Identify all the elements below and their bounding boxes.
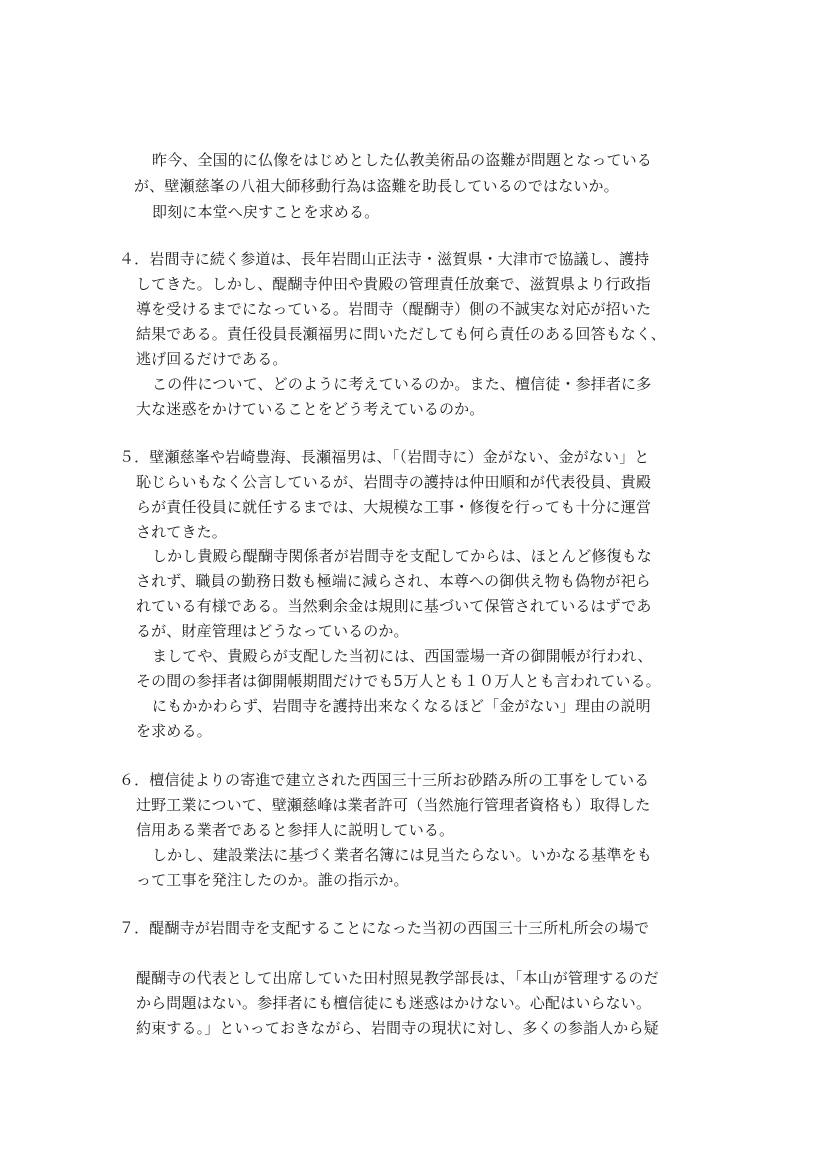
item-6-line: って工事を発注したのか。誰の指示か。 (136, 871, 409, 889)
item-5-line: らが責任役員に就任するまでは、大規模な工事・修復を行っても十分に運営 (136, 498, 652, 516)
item-4-line: 導を受けるまでになっている。岩間寺（醍醐寺）側の不誠実な対応が招いた (136, 300, 652, 318)
item-7-line: 醍醐寺の代表として出席していた田村照晃教学部長は、「本山が管理するのだ (136, 969, 659, 987)
item-5-line: を求める。 (136, 722, 212, 740)
item-4-line: 大な迷惑をかけていることをどう考えているのか。 (136, 400, 485, 418)
intro-line: が、壁瀬慈峯の八祖大師移動行為は盗難を助長しているのではないか。 (134, 177, 619, 195)
item-5-line: されず、職員の勤務日数も極端に減らされ、本尊への御供え物も偽物が祀ら (136, 572, 651, 590)
item-5-line: されてきた。 (136, 523, 227, 541)
item-4-line: ４．岩間寺に続く参道は、長年岩間山正法寺・滋賀県・大津市で協議し、護持 (119, 250, 650, 268)
item-4-line: 逃げ回るだけである。 (136, 350, 288, 368)
item-5-line: 恥じらいもなく公言しているが、岩間寺の護持は仲田順和が代表役員、貴殿 (136, 473, 652, 491)
item-5-line: その間の参拝者は御開帳期間だけでも5万人とも１０万人とも言われている。 (136, 672, 661, 690)
item-4-line: 結果である。責任役員長瀬福男に問いただしても何ら責任のある回答もなく、 (136, 325, 666, 343)
item-6-line: ６．檀信徒よりの寄進で建立された西国三十三所お砂踏み所の工事をしている (119, 771, 650, 789)
item-7-line: から問題はない。参拝者にも檀信徒にも迷惑はかけない。心配はいらない。 (136, 994, 652, 1012)
item-5-line: しかし貴殿ら醍醐寺関係者が岩間寺を支配してからは、ほとんど修復もな (152, 547, 652, 565)
item-6-line: 辻野工業について、壁瀬慈峰は業者許可（当然施行管理者資格も）取得した (136, 796, 651, 814)
item-5-line: ましてや、貴殿らが支配した当初には、西国霊場一斉の御開帳が行われ、 (152, 647, 653, 665)
item-7-line: 約束する。」といっておきながら、岩間寺の現状に対し、多くの参詣人から疑 (136, 1019, 659, 1037)
item-5-line: れている有様である。当然剰余金は規則に基づいて保管されているはずであ (136, 597, 652, 615)
intro-line: 即刻に本堂へ戻すことを求める。 (152, 203, 380, 221)
item-4-line: してきた。しかし、醍醐寺仲田や貴殿の管理責任放棄で、滋賀県より行政指 (136, 275, 651, 293)
item-7-line: ７．醍醐寺が岩間寺を支配することになった当初の西国三十三所札所会の場で (119, 919, 650, 937)
intro-line: 昨今、全国的に仏像をはじめとした仏教美術品の盗難が問題となっている (152, 151, 652, 169)
item-5-line: にもかかわらず、岩間寺を護持出来なくなるほど「金がない」理由の説明 (152, 697, 651, 715)
item-6-line: しかし、建設業法に基づく業者名簿には見当たらない。いかなる基準をも (152, 846, 652, 864)
item-5-line: るが、財産管理はどうなっているのか。 (136, 622, 409, 640)
item-6-line: 信用ある業者であると参拝人に説明している。 (136, 821, 455, 839)
item-5-line: ５．壁瀬慈峯や岩崎豊海、長瀬福男は、「（岩間寺に）金がない、金がない」と (119, 448, 650, 466)
item-4-line: この件について、どのように考えているのか。また、檀信徒・参拝者に多 (152, 375, 652, 393)
